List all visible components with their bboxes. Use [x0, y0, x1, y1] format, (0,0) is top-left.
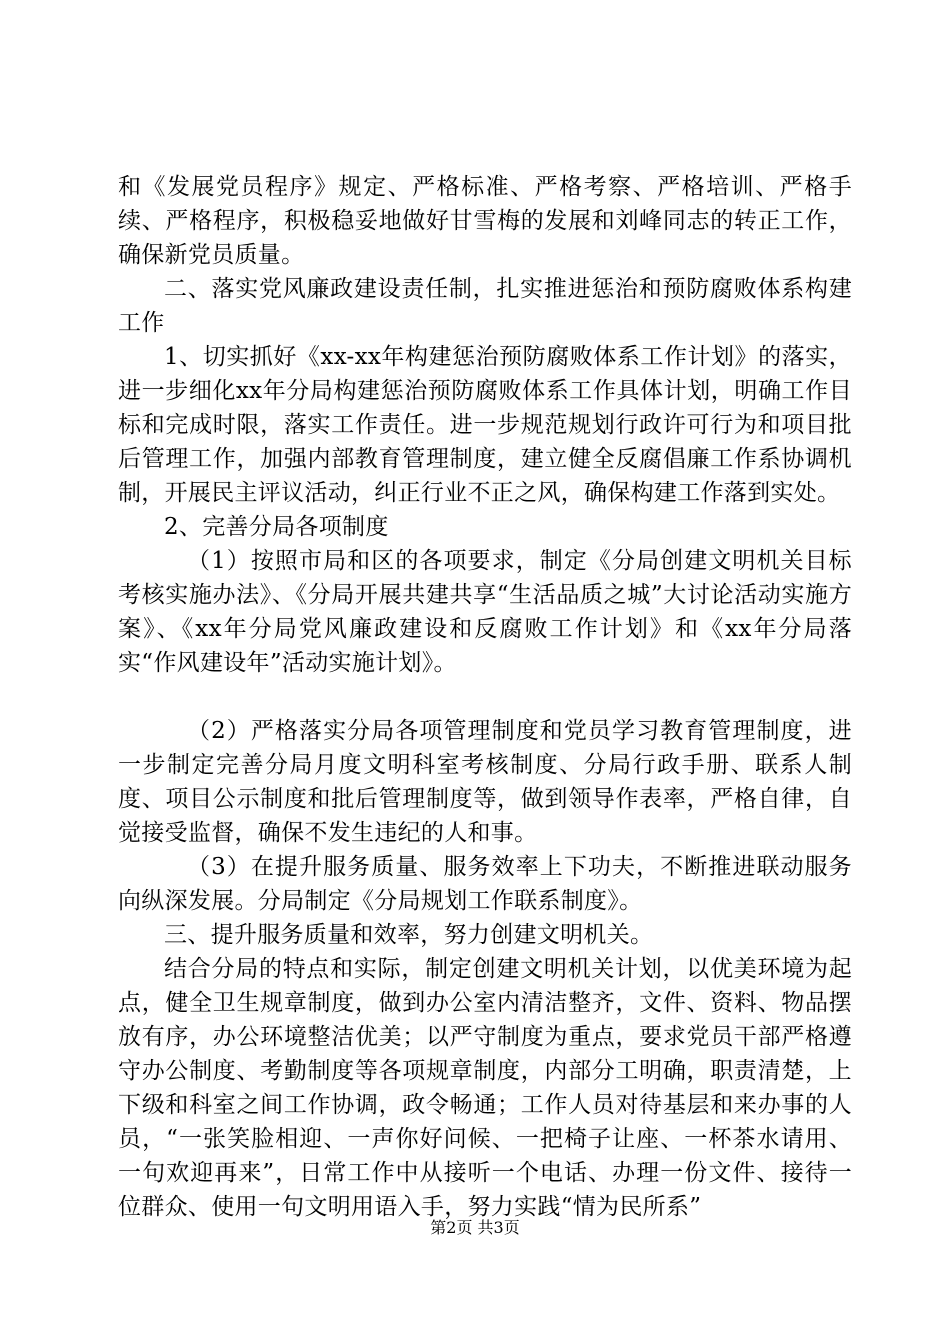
section-heading-3: 三、提升服务质量和效率，努力创建文明机关。 — [164, 922, 654, 948]
section-heading-2: 二、落实党风廉政建设责任制，扎实推进惩治和预防腐败体系构建工作 — [118, 276, 852, 336]
document-body — [118, 170, 852, 1224]
paragraph-subitem-2: （2）严格落实分局各项管理制度和党员学习教育管理制度，进一步制定完善分局月度文明科室考核制度、分局行政手册、联系人制度、项目公示制度和批后管理制度等，做到领导作表率，严格自律，自觉接受监督，确保不发生违纪的人和事。 — [118, 718, 852, 846]
paragraph-subitem-3: （3）在提升服务质量、服务效率上下功夫，不断推进联动服务向纵深发展。分局制定《分局规划工作联系制度》。 — [118, 854, 852, 914]
paragraph-section-3-body: 结合分局的特点和实际，制定创建文明机关计划，以优美环境为起点，健全卫生规章制度，做到办公室内清洁整齐，文件、资料、物品摆放有序，办公环境整洁优美；以严守制度为重点，要求党员干部严格遵守办公制度、考勤制度等各项规章制度，内部分工明确，职责清楚，上下级和科室之间工作协调，政令畅通；工作人员对待基层和来办事的人员，“一张笑脸相迎、一声你好问候、一把椅子让座、一杯茶水请用、一句欢迎再来”，日常工作中从接听一个电话、办理一份文件、接待一位群众、使用一句文明用语入手，努力实践“情为民所系” — [118, 956, 852, 1220]
page-number-footer: 第2页 共3页 — [430, 1218, 520, 1237]
paragraph-continuation: 和《发展党员程序》规定、严格标准、严格考察、严格培训、严格手续、严格程序，积极稳妥地做好甘雪梅的发展和刘峰同志的转正工作，确保新党员质量。 — [118, 174, 852, 268]
paragraph-item-1: 1、切实抓好《xx-xx年构建惩治预防腐败体系工作计划》的落实，进一步细化xx年分局构建惩治预防腐败体系工作具体计划，明确工作目标和完成时限，落实工作责任。进一步规范规划行政许可行为和项目批后管理工作，加强内部教育管理制度，建立健全反腐倡廉工作系协调机制，开展民主评议活动，纠正行业不正之风，确保构建工作落到实处。 — [118, 344, 852, 506]
paragraph-item-2-heading: 2、完善分局各项制度 — [164, 514, 389, 540]
paragraph-subitem-1: （1）按照市局和区的各项要求，制定《分局创建文明机关目标考核实施办法》、《分局开展共建共享“生活品质之城”大讨论活动实施方案》、《xx年分局党风廉政建设和反腐败工作计划》和《xx年分局落实“作风建设年”活动实施计划》。 — [118, 548, 852, 676]
